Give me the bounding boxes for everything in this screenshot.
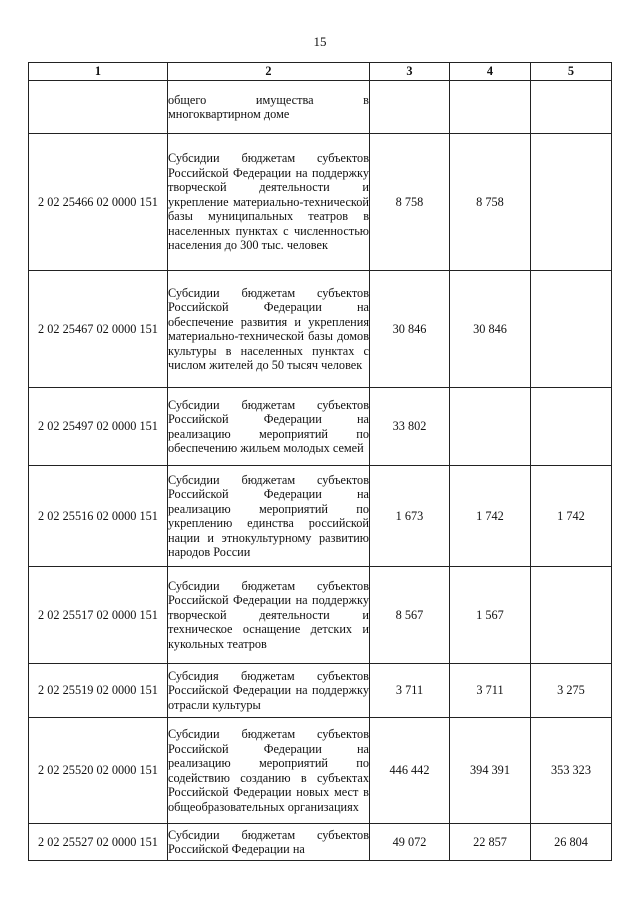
table-row bbox=[29, 271, 612, 388]
row-value-4 bbox=[450, 81, 531, 134]
row-value-4: 1 567 bbox=[450, 567, 531, 664]
row-value-5: 353 323 bbox=[531, 718, 612, 824]
row-value-5 bbox=[531, 271, 612, 388]
row-value-4: 1 742 bbox=[450, 466, 531, 567]
row-name: Субсидии бюджетам субъектов Российской Федерации на обеспечение развития и укрепления материально-технической базы домов культуры в населенных пунктах с числом жителей до 50 тысяч человек bbox=[168, 271, 370, 388]
row-value-3: 1 673 bbox=[370, 466, 450, 567]
row-value-5 bbox=[531, 567, 612, 664]
row-value-5 bbox=[531, 81, 612, 134]
table-row bbox=[29, 134, 612, 271]
row-value-3: 446 442 bbox=[370, 718, 450, 824]
row-code: 2 02 25516 02 0000 151 bbox=[29, 466, 168, 567]
row-value-4: 394 391 bbox=[450, 718, 531, 824]
row-value-3: 33 802 bbox=[370, 388, 450, 466]
table-row bbox=[29, 664, 612, 718]
row-value-4: 8 758 bbox=[450, 134, 531, 271]
table-row bbox=[29, 81, 612, 134]
row-value-5: 3 275 bbox=[531, 664, 612, 718]
table-row bbox=[29, 466, 612, 567]
row-code: 2 02 25519 02 0000 151 bbox=[29, 664, 168, 718]
row-name: Субсидии бюджетам субъектов Российской Федерации на реализацию мероприятий по укреплению единства российской нации и этнокультурному развитию народов России bbox=[168, 466, 370, 567]
row-value-5 bbox=[531, 388, 612, 466]
page-number: 15 bbox=[313, 34, 327, 49]
row-code bbox=[29, 81, 168, 134]
row-value-3: 3 711 bbox=[370, 664, 450, 718]
row-value-4: 3 711 bbox=[450, 664, 531, 718]
row-name: Субсидии бюджетам субъектов Российской Федерации на реализацию мероприятий по обеспечению жильем молодых семей bbox=[168, 388, 370, 466]
column-header-3: 3 bbox=[370, 63, 450, 81]
column-header-2: 2 bbox=[168, 63, 370, 81]
row-value-5: 26 804 bbox=[531, 824, 612, 861]
row-value-5: 1 742 bbox=[531, 466, 612, 567]
row-value-3 bbox=[370, 81, 450, 134]
row-value-3: 30 846 bbox=[370, 271, 450, 388]
row-value-4: 22 857 bbox=[450, 824, 531, 861]
table-row bbox=[29, 567, 612, 664]
row-value-4 bbox=[450, 388, 531, 466]
row-value-3: 8 758 bbox=[370, 134, 450, 271]
table-row bbox=[29, 718, 612, 824]
table-row bbox=[29, 388, 612, 466]
row-name: Субсидия бюджетам субъектов Российской Федерации на поддержку отрасли культуры bbox=[168, 664, 370, 718]
table-row bbox=[29, 824, 612, 861]
row-name: Субсидии бюджетам субъектов Российской Федерации на поддержку творческой деятельности и техническое оснащение детских и кукольных театров bbox=[168, 567, 370, 664]
column-header-1: 1 bbox=[29, 63, 168, 81]
column-header-5: 5 bbox=[531, 63, 612, 81]
row-value-4: 30 846 bbox=[450, 271, 531, 388]
row-code: 2 02 25517 02 0000 151 bbox=[29, 567, 168, 664]
column-header-4: 4 bbox=[450, 63, 531, 81]
row-value-5 bbox=[531, 134, 612, 271]
row-name: общего имущества в многоквартирном доме bbox=[168, 81, 370, 134]
row-code: 2 02 25520 02 0000 151 bbox=[29, 718, 168, 824]
budget-table bbox=[28, 62, 612, 861]
row-code: 2 02 25497 02 0000 151 bbox=[29, 388, 168, 466]
row-name: Субсидии бюджетам субъектов Российской Федерации на реализацию мероприятий по содействию созданию в субъектах Российской Федерации новых мест в общеобразовательных организациях bbox=[168, 718, 370, 824]
row-code: 2 02 25466 02 0000 151 bbox=[29, 134, 168, 271]
header-row bbox=[29, 63, 612, 81]
row-name: Субсидии бюджетам субъектов Российской Федерации на поддержку творческой деятельности и укрепление материально-технической базы муниципальных театров в населенных пунктах с численностью населения до 300 тыс. человек bbox=[168, 134, 370, 271]
row-code: 2 02 25527 02 0000 151 bbox=[29, 824, 168, 861]
row-value-3: 49 072 bbox=[370, 824, 450, 861]
row-name: Субсидии бюджетам субъектов Российской Федерации на bbox=[168, 824, 370, 861]
row-code: 2 02 25467 02 0000 151 bbox=[29, 271, 168, 388]
row-value-3: 8 567 bbox=[370, 567, 450, 664]
